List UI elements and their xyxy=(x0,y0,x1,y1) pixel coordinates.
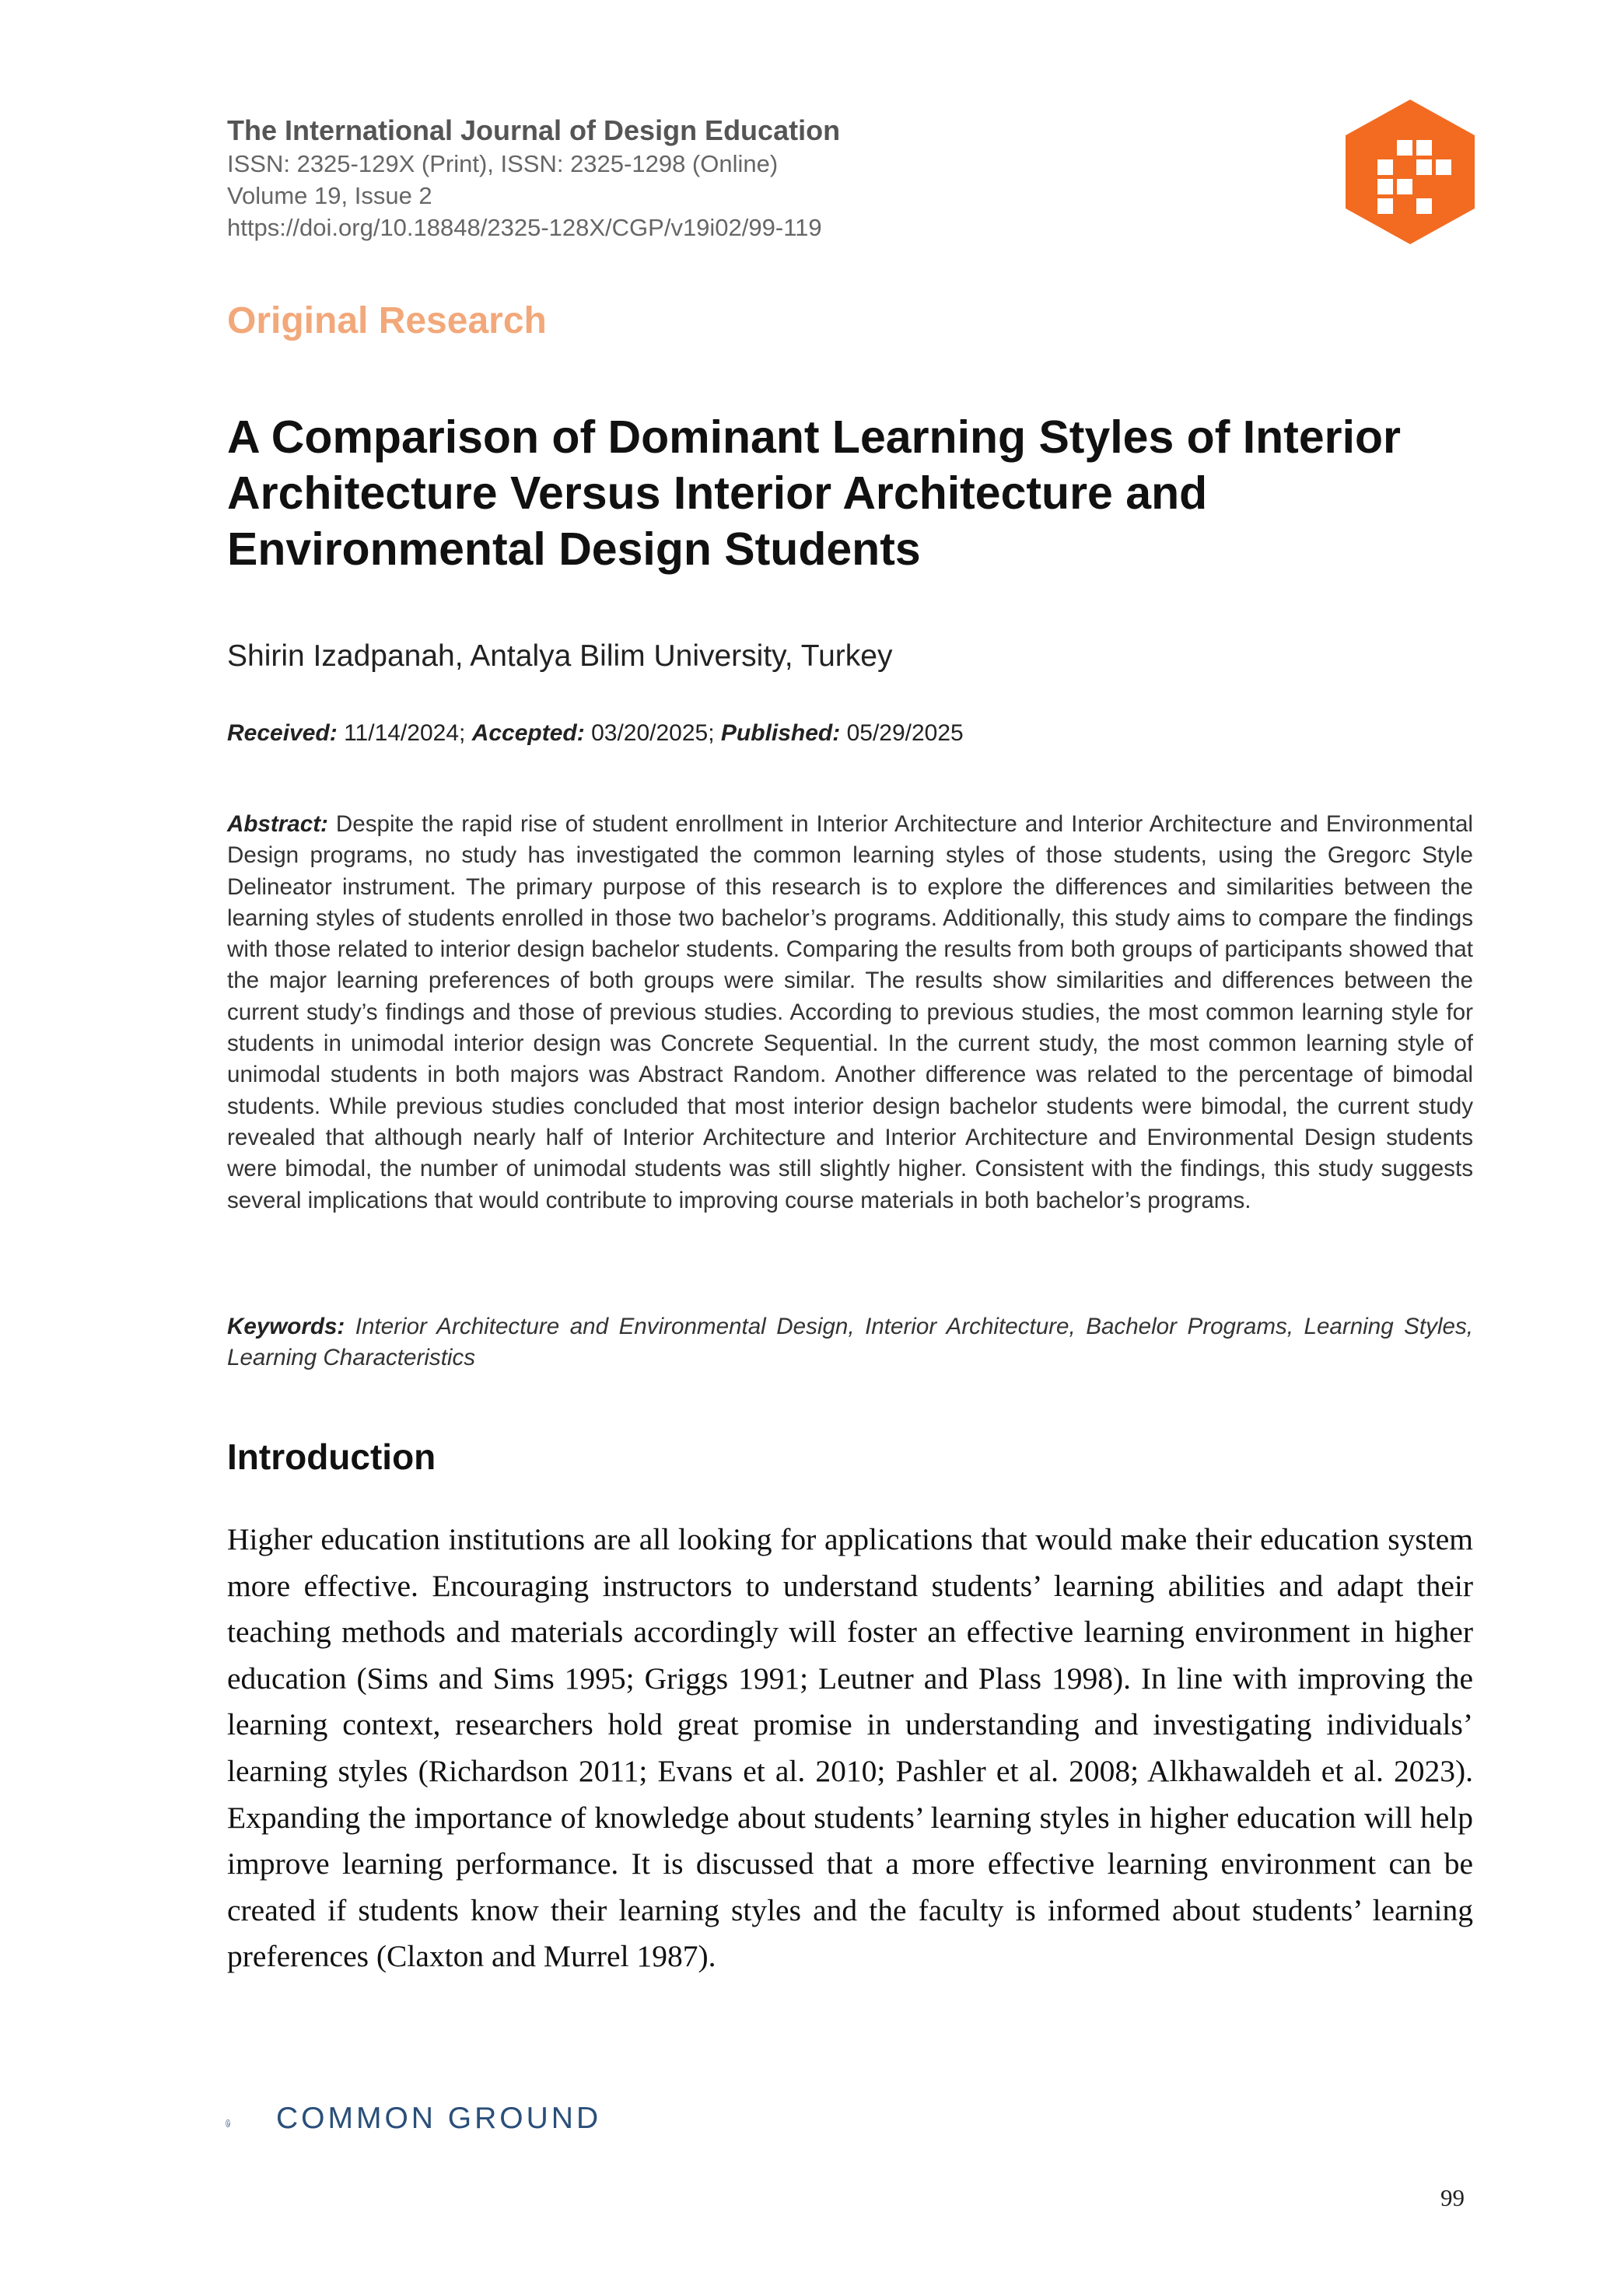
journal-doi[interactable]: https://doi.org/10.18848/2325-128X/CGP/v19i02/99-119 xyxy=(227,214,822,241)
accepted-date: 03/20/2025; xyxy=(584,720,715,746)
journal-title: The International Journal of Design Education xyxy=(227,114,841,146)
received-label: Received: xyxy=(227,720,338,746)
journal-volume: Volume 19, Issue 2 xyxy=(227,182,432,209)
abstract-label: Abstract: xyxy=(227,811,328,837)
published-label: Published: xyxy=(720,720,841,746)
accepted-label: Accepted: xyxy=(471,720,585,746)
published-date: 05/29/2025 xyxy=(840,720,964,746)
introduction-heading: Introduction xyxy=(227,1437,436,1477)
received-date: 11/14/2024; xyxy=(337,720,466,746)
publisher-name: COMMON GROUND xyxy=(276,2102,602,2135)
page-number: 99 xyxy=(1440,2184,1465,2211)
journal-logo-icon xyxy=(1346,100,1475,244)
journal-issn: ISSN: 2325-129X (Print), ISSN: 2325-1298 (Online) xyxy=(227,150,779,177)
introduction-paragraph: Higher education institutions are all looking for applications that would make their education system more effective. Encouraging instructors to understand students’ learning abilities and adapt their teaching methods and materials accordingly will foster an effective learning environment in higher education (Sims and Sims 1995; Griggs 1991; Leutner and Plass 1998). In line with improving the learning context, researchers hold great promise in understanding and investigating individuals’ learning styles (Richardson 2011; Evans et al. 2010; Pashler et al. 2008; Alkhawaldeh et al. 2023). Expanding the importance of knowledge about students’ learning styles in higher education will help improve learning performance. It is discussed that a more effective learning environment can be created if students know their learning styles and the faculty is informed about students’ learning preferences (Claxton and Murrel 1987). xyxy=(227,1522,1473,1974)
journal-header xyxy=(227,114,1316,243)
article-dates xyxy=(227,720,964,747)
abstract xyxy=(227,809,1473,1216)
common-ground-logo-icon xyxy=(226,2092,272,2154)
keywords-text: Interior Architecture and Environmental Design, Interior Architecture, Bachelor Programs, Learning Styles, Learning Characteristics xyxy=(227,1314,1473,1371)
section-label: Original Research xyxy=(227,300,547,341)
abstract-text: Despite the rapid rise of student enrollment in Interior Architecture and Interior Architecture and Environmental Design programs, no study has investigated the common learning styles of those students, using the Gregorc Style Delineator instrument. The primary purpose of this research is to explore the differences and similarities between the learning styles of students enrolled in those two bachelor’s programs. Additionally, this study aims to compare the findings with those related to interior design bachelor students. Comparing the results from both groups of participants showed that the major learning preferences of both groups were similar. The results show similarities and differences between the current study’s findings and those of previous studies. According to previous studies, the most common learning style for students in unimodal interior design was Concrete Sequential. In the current study, the most common learning style of unimodal students in both majors was Abstract Random. Another difference was related to the percentage of bimodal students. While previous studies concluded that most interior design bachelor students were bimodal, the current study revealed that although nearly half of Interior Architecture and Interior Architecture and Environmental Design students were bimodal, the number of unimodal students was still slightly higher. Consistent with the findings, this study suggests several implications that would contribute to improving course materials in both bachelor’s programs. xyxy=(227,811,1473,1213)
keywords xyxy=(227,1311,1473,1374)
article-title: A Comparison of Dominant Learning Styles of Interior Architecture Versus Interior Architecture and Environmental Design Students xyxy=(227,411,1401,575)
keywords-label: Keywords: xyxy=(227,1314,345,1339)
article-author: Shirin Izadpanah, Antalya Bilim University, Turkey xyxy=(227,639,893,673)
